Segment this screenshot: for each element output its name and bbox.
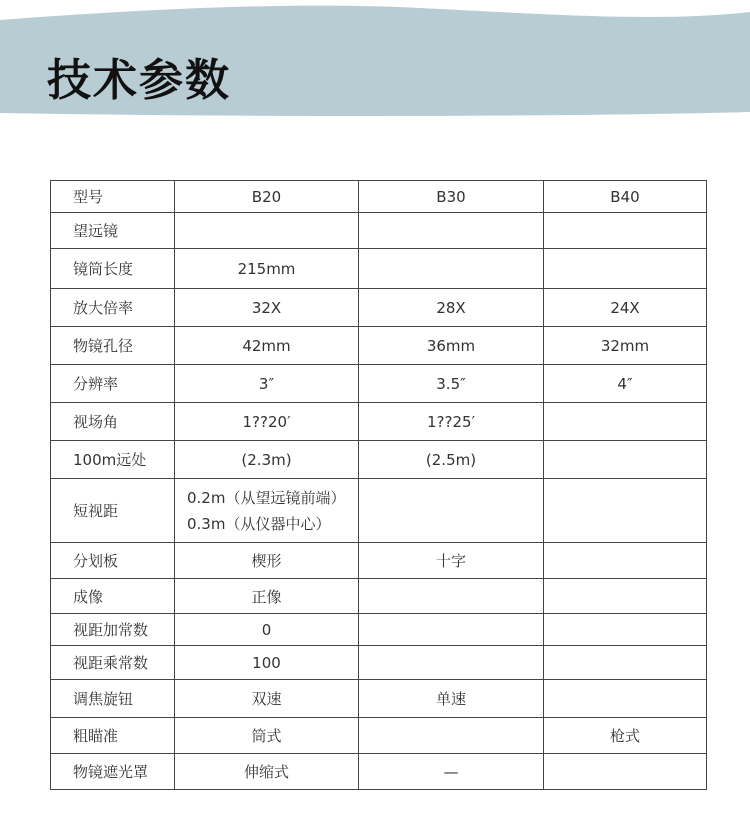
row-label: 物镜孔径 [51, 327, 175, 365]
table-cell [359, 646, 544, 680]
table-row [51, 441, 707, 479]
table-cell: 3″ [175, 365, 359, 403]
table-cell [359, 213, 544, 249]
header-cell-b30: B30 [359, 181, 544, 213]
row-label: 物镜遮光罩 [51, 754, 175, 790]
table-cell [544, 579, 707, 614]
row-label: 视场角 [51, 403, 175, 441]
table-cell [544, 213, 707, 249]
table-row [51, 754, 707, 790]
table-cell: 42mm [175, 327, 359, 365]
table-cell: 28X [359, 289, 544, 327]
table-cell: 36mm [359, 327, 544, 365]
table-cell [544, 479, 707, 543]
row-label: 镜筒长度 [51, 249, 175, 289]
table-cell [359, 479, 544, 543]
table-cell [544, 754, 707, 790]
row-label: 视距加常数 [51, 614, 175, 646]
table-cell: 4″ [544, 365, 707, 403]
table-cell [544, 403, 707, 441]
row-label: 望远镜 [51, 213, 175, 249]
cell-line: 0.2m（从望远镜前端） [187, 488, 346, 507]
table-cell [359, 249, 544, 289]
row-label: 粗瞄准 [51, 718, 175, 754]
table-cell: — [359, 754, 544, 790]
row-label: 调焦旋钮 [51, 680, 175, 718]
table-cell [175, 479, 359, 543]
table-cell: 筒式 [175, 718, 359, 754]
table-row [51, 579, 707, 614]
row-label: 短视距 [51, 479, 175, 543]
header-cell-model: 型号 [51, 181, 175, 213]
table-cell [544, 441, 707, 479]
table-row [51, 365, 707, 403]
table-cell [544, 543, 707, 579]
table-row [51, 249, 707, 289]
title-banner [0, 0, 750, 130]
table-cell: 正像 [175, 579, 359, 614]
table-cell [359, 718, 544, 754]
spec-table-body [51, 213, 707, 790]
table-row [51, 213, 707, 249]
table-row [51, 479, 707, 543]
row-label: 分辨率 [51, 365, 175, 403]
table-cell: 32mm [544, 327, 707, 365]
table-cell [544, 680, 707, 718]
table-cell [359, 614, 544, 646]
table-cell: 十字 [359, 543, 544, 579]
table-cell: 215mm [175, 249, 359, 289]
table-cell: 双速 [175, 680, 359, 718]
table-cell [544, 614, 707, 646]
table-cell [544, 646, 707, 680]
table-cell: 24X [544, 289, 707, 327]
table-row [51, 614, 707, 646]
cell-line: 0.3m（从仪器中心） [187, 514, 331, 533]
header-cell-b20: B20 [175, 181, 359, 213]
table-row [51, 680, 707, 718]
row-label: 100m远处 [51, 441, 175, 479]
table-row [51, 289, 707, 327]
table-cell: 楔形 [175, 543, 359, 579]
table-cell: 0 [175, 614, 359, 646]
header-row [51, 181, 707, 213]
spec-table [50, 180, 707, 790]
table-cell: 1??20′ [175, 403, 359, 441]
table-row [51, 718, 707, 754]
row-label: 视距乘常数 [51, 646, 175, 680]
table-cell: 1??25′ [359, 403, 544, 441]
table-row [51, 646, 707, 680]
table-row [51, 403, 707, 441]
row-label: 分划板 [51, 543, 175, 579]
table-cell [175, 213, 359, 249]
row-label: 放大倍率 [51, 289, 175, 327]
table-cell: 枪式 [544, 718, 707, 754]
table-cell: 单速 [359, 680, 544, 718]
page-title: 技术参数 [47, 55, 231, 106]
table-cell: 32X [175, 289, 359, 327]
header-cell-b40: B40 [544, 181, 707, 213]
table-cell: 3.5″ [359, 365, 544, 403]
table-cell: (2.3m) [175, 441, 359, 479]
table-cell [544, 249, 707, 289]
row-label: 成像 [51, 579, 175, 614]
table-cell [359, 579, 544, 614]
table-row [51, 543, 707, 579]
table-cell: 100 [175, 646, 359, 680]
table-cell: (2.5m) [359, 441, 544, 479]
table-cell: 伸缩式 [175, 754, 359, 790]
table-row [51, 327, 707, 365]
